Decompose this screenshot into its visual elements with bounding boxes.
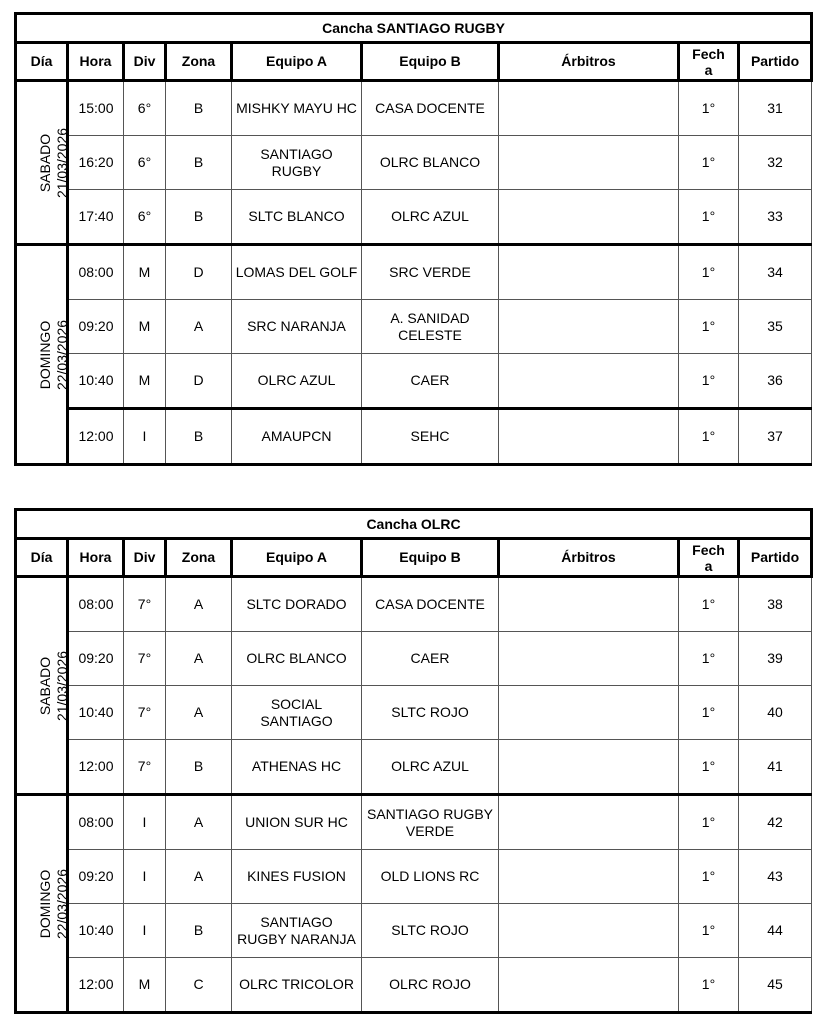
equipo-b-cell: OLRC AZUL	[362, 190, 499, 245]
hora-cell: 08:00	[68, 795, 124, 850]
day-date: 21/03/2026	[54, 650, 71, 721]
equipo-a-cell: SANTIAGO RUGBY NARANJA	[232, 904, 362, 958]
zona-cell: A	[166, 686, 232, 740]
partido-cell: 41	[739, 740, 812, 795]
arbitros-cell[interactable]	[499, 850, 679, 904]
equipo-b-cell: CASA DOCENTE	[362, 577, 499, 632]
table-row	[16, 632, 812, 686]
fecha-cell: 1°	[679, 136, 739, 190]
column-header-equipo-a: Equipo A	[232, 43, 362, 81]
arbitros-cell[interactable]	[499, 245, 679, 300]
partido-cell: 33	[739, 190, 812, 245]
table-title: Cancha OLRC	[16, 510, 812, 539]
partido-cell: 34	[739, 245, 812, 300]
table-row	[16, 795, 812, 850]
day-cell	[16, 245, 71, 465]
hora-cell: 15:00	[68, 81, 124, 136]
column-header-partido: Partido	[739, 539, 812, 577]
equipo-a-cell: SANTIAGO RUGBY	[232, 136, 362, 190]
fecha-cell: 1°	[679, 190, 739, 245]
equipo-a-cell: OLRC AZUL	[232, 354, 362, 409]
day-name: SABADO	[37, 133, 54, 192]
table-row	[16, 190, 812, 245]
table-row	[16, 136, 812, 190]
arbitros-cell[interactable]	[499, 577, 679, 632]
equipo-b-cell: CAER	[362, 632, 499, 686]
arbitros-cell[interactable]	[499, 632, 679, 686]
partido-cell: 42	[739, 795, 812, 850]
partido-cell: 39	[739, 632, 812, 686]
hora-cell: 16:20	[68, 136, 124, 190]
div-cell: M	[124, 354, 166, 409]
zona-cell: A	[166, 850, 232, 904]
table-row	[16, 904, 812, 958]
fecha-cell: 1°	[679, 577, 739, 632]
day-date: 22/03/2026	[54, 868, 71, 939]
div-cell: M	[124, 958, 166, 1013]
equipo-b-cell: SLTC ROJO	[362, 686, 499, 740]
hora-cell: 09:20	[68, 850, 124, 904]
fecha-cell: 1°	[679, 740, 739, 795]
day-cell	[16, 795, 71, 1013]
day-date: 21/03/2026	[54, 127, 71, 198]
fecha-cell: 1°	[679, 300, 739, 354]
hora-cell: 12:00	[68, 958, 124, 1013]
partido-cell: 37	[739, 409, 812, 465]
div-cell: 6°	[124, 81, 166, 136]
arbitros-cell[interactable]	[499, 795, 679, 850]
table-row	[16, 577, 812, 632]
zona-cell: A	[166, 632, 232, 686]
div-cell: I	[124, 904, 166, 958]
hora-cell: 17:40	[68, 190, 124, 245]
hora-cell: 10:40	[68, 354, 124, 409]
equipo-b-cell: OLRC ROJO	[362, 958, 499, 1013]
arbitros-cell[interactable]	[499, 354, 679, 409]
div-cell: 7°	[124, 577, 166, 632]
column-header-hora: Hora	[68, 43, 124, 81]
column-header-zona: Zona	[166, 43, 232, 81]
arbitros-cell[interactable]	[499, 686, 679, 740]
day-name: SABADO	[37, 656, 54, 715]
partido-cell: 38	[739, 577, 812, 632]
arbitros-cell[interactable]	[499, 904, 679, 958]
fecha-cell: 1°	[679, 245, 739, 300]
column-header-div: Div	[124, 539, 166, 577]
table-row	[16, 686, 812, 740]
hora-cell: 09:20	[68, 632, 124, 686]
hora-cell: 10:40	[68, 904, 124, 958]
table-title: Cancha SANTIAGO RUGBY	[16, 14, 812, 43]
zona-cell: D	[166, 245, 232, 300]
zona-cell: B	[166, 740, 232, 795]
equipo-b-cell: OLD LIONS RC	[362, 850, 499, 904]
equipo-b-cell: CAER	[362, 354, 499, 409]
equipo-b-cell: OLRC AZUL	[362, 740, 499, 795]
column-header-hora: Hora	[68, 539, 124, 577]
partido-cell: 35	[739, 300, 812, 354]
div-cell: I	[124, 850, 166, 904]
equipo-a-cell: AMAUPCN	[232, 409, 362, 465]
fecha-cell: 1°	[679, 81, 739, 136]
fecha-cell: 1°	[679, 354, 739, 409]
column-header-dia: Día	[16, 539, 68, 577]
table-row	[16, 409, 812, 465]
arbitros-cell[interactable]	[499, 81, 679, 136]
equipo-a-cell: SLTC DORADO	[232, 577, 362, 632]
partido-cell: 44	[739, 904, 812, 958]
arbitros-cell[interactable]	[499, 136, 679, 190]
zona-cell: C	[166, 958, 232, 1013]
partido-cell: 40	[739, 686, 812, 740]
zona-cell: A	[166, 577, 232, 632]
arbitros-cell[interactable]	[499, 409, 679, 465]
arbitros-cell[interactable]	[499, 740, 679, 795]
fecha-cell: 1°	[679, 795, 739, 850]
equipo-a-cell: SOCIAL SANTIAGO	[232, 686, 362, 740]
partido-cell: 32	[739, 136, 812, 190]
div-cell: M	[124, 245, 166, 300]
table-row	[16, 958, 812, 1013]
div-cell: I	[124, 795, 166, 850]
zona-cell: A	[166, 300, 232, 354]
arbitros-cell[interactable]	[499, 300, 679, 354]
hora-cell: 08:00	[68, 577, 124, 632]
equipo-b-cell: SRC VERDE	[362, 245, 499, 300]
column-header-arbitros: Árbitros	[499, 43, 679, 81]
zona-cell: A	[166, 795, 232, 850]
div-cell: I	[124, 409, 166, 465]
equipo-a-cell: SLTC BLANCO	[232, 190, 362, 245]
arbitros-cell[interactable]	[499, 958, 679, 1013]
table-row	[16, 850, 812, 904]
fecha-cell: 1°	[679, 409, 739, 465]
zona-cell: B	[166, 136, 232, 190]
equipo-a-cell: MISHKY MAYU HC	[232, 81, 362, 136]
column-header-arbitros: Árbitros	[499, 539, 679, 577]
partido-cell: 31	[739, 81, 812, 136]
zona-cell: B	[166, 81, 232, 136]
equipo-b-cell: SANTIAGO RUGBY VERDE	[362, 795, 499, 850]
column-header-zona: Zona	[166, 539, 232, 577]
partido-cell: 36	[739, 354, 812, 409]
equipo-a-cell: OLRC TRICOLOR	[232, 958, 362, 1013]
equipo-b-cell: A. SANIDAD CELESTE	[362, 300, 499, 354]
fecha-cell: 1°	[679, 958, 739, 1013]
div-cell: 7°	[124, 686, 166, 740]
equipo-a-cell: OLRC BLANCO	[232, 632, 362, 686]
column-header-equipo-b: Equipo B	[362, 43, 499, 81]
hora-cell: 10:40	[68, 686, 124, 740]
column-header-equipo-a: Equipo A	[232, 539, 362, 577]
equipo-b-cell: OLRC BLANCO	[362, 136, 499, 190]
equipo-a-cell: SRC NARANJA	[232, 300, 362, 354]
equipo-b-cell: CASA DOCENTE	[362, 81, 499, 136]
zona-cell: B	[166, 409, 232, 465]
div-cell: M	[124, 300, 166, 354]
equipo-a-cell: LOMAS DEL GOLF	[232, 245, 362, 300]
zona-cell: B	[166, 904, 232, 958]
hora-cell: 08:00	[68, 245, 124, 300]
div-cell: 6°	[124, 136, 166, 190]
day-name: DOMINGO	[37, 869, 54, 938]
schedule-table-olrc	[14, 508, 813, 1014]
hora-cell: 09:20	[68, 300, 124, 354]
div-cell: 7°	[124, 632, 166, 686]
partido-cell: 43	[739, 850, 812, 904]
column-header-fecha: Fech a	[679, 43, 739, 81]
table-row	[16, 354, 812, 409]
table-row	[16, 81, 812, 136]
column-header-div: Div	[124, 43, 166, 81]
arbitros-cell[interactable]	[499, 190, 679, 245]
table-row	[16, 245, 812, 300]
fecha-cell: 1°	[679, 686, 739, 740]
equipo-b-cell: SEHC	[362, 409, 499, 465]
column-header-equipo-b: Equipo B	[362, 539, 499, 577]
table-row	[16, 300, 812, 354]
column-header-dia: Día	[16, 43, 68, 81]
equipo-a-cell: ATHENAS HC	[232, 740, 362, 795]
day-cell	[16, 577, 71, 795]
fecha-cell: 1°	[679, 904, 739, 958]
column-header-fecha: Fech a	[679, 539, 739, 577]
zona-cell: D	[166, 354, 232, 409]
equipo-b-cell: SLTC ROJO	[362, 904, 499, 958]
day-date: 22/03/2026	[54, 319, 71, 390]
fecha-cell: 1°	[679, 850, 739, 904]
schedule-table-santiago-rugby	[14, 12, 813, 466]
hora-cell: 12:00	[68, 409, 124, 465]
hora-cell: 12:00	[68, 740, 124, 795]
zona-cell: B	[166, 190, 232, 245]
div-cell: 7°	[124, 740, 166, 795]
partido-cell: 45	[739, 958, 812, 1013]
day-cell	[16, 81, 71, 245]
div-cell: 6°	[124, 190, 166, 245]
table-row	[16, 740, 812, 795]
equipo-a-cell: KINES FUSION	[232, 850, 362, 904]
column-header-partido: Partido	[739, 43, 812, 81]
equipo-a-cell: UNION SUR HC	[232, 795, 362, 850]
day-name: DOMINGO	[37, 320, 54, 389]
fecha-cell: 1°	[679, 632, 739, 686]
